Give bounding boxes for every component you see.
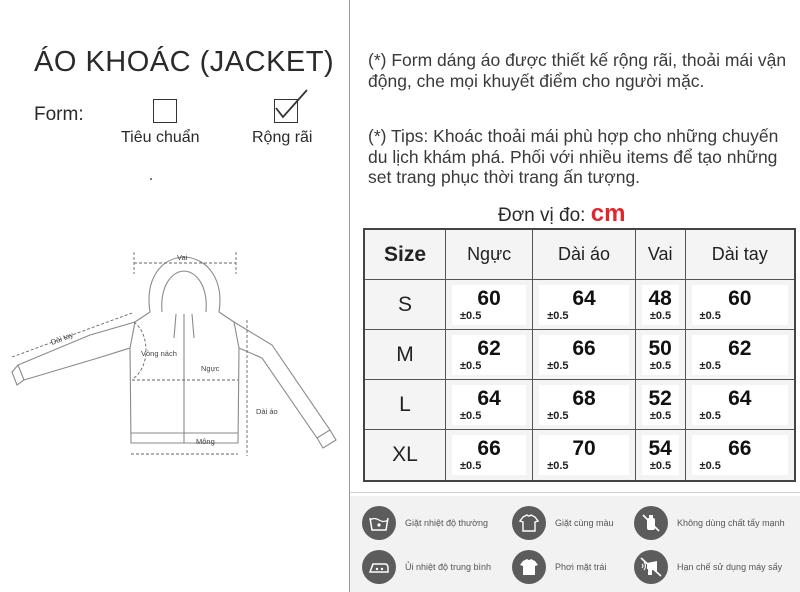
hood-outline [149,257,220,312]
measure-value: 62 [728,336,752,360]
header-sleeve: Dài tay [686,230,794,280]
measure-value: 68 [572,386,596,410]
size-table-header [365,230,794,280]
tips-note: (*) Tips: Khoác thoải mái phù hợp cho những chuyến du lịch khám phá. Phối với nhiều items để tạo những set trang phục thời trang ấn tượng. [368,126,779,187]
table-row [365,280,794,330]
tolerance: ±0.5 [547,359,569,372]
size-table [363,228,796,482]
iron-medium-icon [362,550,396,584]
hem-label: Mông [196,437,215,446]
measure-value: 48 [648,286,672,310]
measure-value: 60 [477,286,501,310]
measure-value: 60 [728,286,752,310]
measure-value: 64 [728,386,752,410]
right-panel [350,0,800,592]
measure-value: 50 [648,336,672,360]
measure-value: 66 [477,437,501,460]
table-row [365,330,794,380]
size-name: XL [365,430,446,480]
no-bleach-icon [634,506,668,540]
care-item-limit-dryer [634,550,782,584]
tolerance: ±0.5 [460,359,482,372]
check-mark-icon [273,88,313,122]
armhole-label: Vòng nách [141,349,177,358]
left-panel [0,0,350,592]
table-row [365,380,794,430]
care-label: Giặt nhiệt độ thường [405,518,488,528]
measure-value: 62 [477,336,501,360]
care-label: Phơi mặt trái [555,562,607,572]
unit-label: Đơn vị đo: [498,205,586,226]
shoulder-label: Vai [177,253,188,262]
care-label: Không dùng chất tẩy mạnh [677,518,785,528]
tolerance: ±0.5 [699,460,721,472]
tolerance: ±0.5 [649,309,672,322]
header-length: Dài áo [533,230,636,280]
care-item-cold-wash [362,506,488,540]
care-item-similar-colors [512,506,614,540]
wash-similar-colors-icon [512,506,546,540]
care-instructions [350,496,800,592]
measure-value: 52 [648,386,672,410]
form-note: (*) Form dáng áo được thiết kế rộng rãi, thoải mái vận động, che mọi khuyết điểm cho người mặc. [368,50,787,91]
care-label: Ủi nhiệt độ trung bình [405,562,492,572]
dry-inside-out-icon [512,550,546,584]
tolerance: ±0.5 [460,409,482,422]
header-size: Size [365,230,446,280]
care-item-no-bleach [634,506,785,540]
form-relaxed-checkbox[interactable] [274,99,298,123]
measure-value: 66 [572,336,596,360]
care-item-dry-inside-out [512,550,606,584]
tolerance: ±0.5 [699,409,721,422]
measure-value: 64 [572,286,596,310]
table-row [365,430,794,480]
product-title: ÁO KHOÁC (JACKET) [34,46,335,78]
left-sleeve-outline [18,322,135,380]
tolerance: ±0.5 [547,460,569,472]
form-standard-checkbox[interactable] [153,99,177,123]
unit-value: cm [590,200,626,227]
jacket-diagram [0,230,350,480]
header-shoulder: Vai [636,230,686,280]
form-label: Form: [34,104,84,125]
cold-wash-icon [362,506,396,540]
tolerance: ±0.5 [699,309,721,322]
size-name: L [365,380,446,430]
dot-mark [150,178,152,180]
header-chest: Ngực [446,230,533,280]
tolerance: ±0.5 [699,359,721,372]
care-label: Hạn chế sử dụng máy sấy [677,562,783,572]
right-sleeve-outline [234,322,330,438]
measure-value: 66 [728,437,752,460]
tolerance: ±0.5 [460,460,482,472]
care-label: Giặt cùng màu [555,518,614,528]
tolerance: ±0.5 [649,359,672,372]
tolerance: ±0.5 [460,309,482,322]
chest-label: Ngực [201,364,220,373]
tolerance: ±0.5 [547,309,569,322]
care-item-iron-medium [362,550,491,584]
measure-value: 64 [477,386,501,410]
unit-line [498,200,625,228]
form-standard-label: Tiêu chuẩn [121,129,200,146]
measure-value: 70 [572,437,596,460]
size-name: M [365,330,446,380]
sleeve-label: Dài tay [49,330,75,347]
tolerance: ±0.5 [547,409,569,422]
measure-value: 54 [648,437,672,460]
care-separator [350,492,800,493]
size-name: S [365,280,446,330]
limit-dryer-icon [634,550,668,584]
tolerance: ±0.5 [649,460,672,472]
length-label: Dài áo [256,407,278,416]
tolerance: ±0.5 [649,409,672,422]
form-relaxed-label: Rộng rãi [252,129,313,146]
